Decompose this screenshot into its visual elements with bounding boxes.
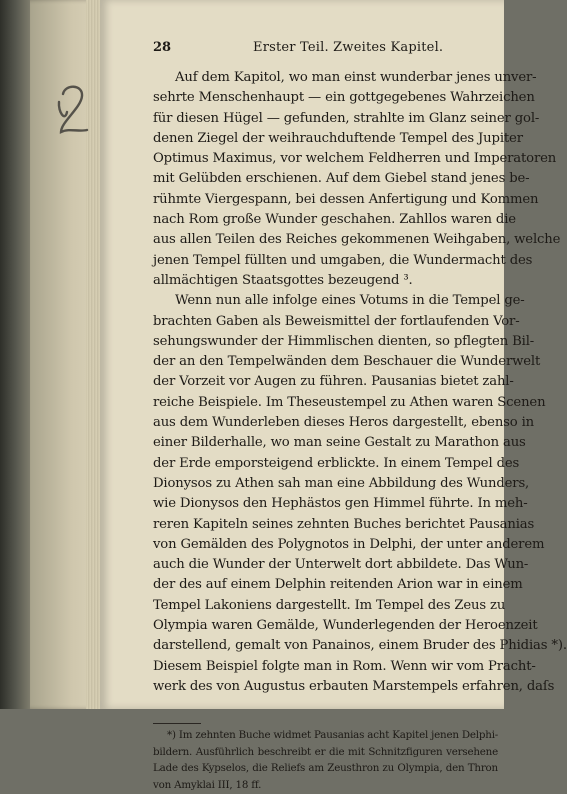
footnote-rule	[153, 723, 201, 724]
body-line: einer Bilderhalle, wo man seine Gestalt zu Marathon aus	[153, 435, 526, 451]
body-line: der Erde emporsteigend erblickte. In einem Tempel des	[153, 455, 520, 471]
page-header	[153, 40, 498, 62]
footnote	[153, 727, 498, 793]
body-line: auch die Wunder der Unterwelt dort abbildete. Das Wun-	[153, 557, 529, 573]
body-line: werk des von Augustus erbauten Marstempels erfahren, daſs	[153, 678, 555, 694]
body-line: von Gemälden des Polygnotos in Delphi, der unter anderem	[153, 536, 545, 552]
footnote-line: Lade des Kypselos, die Reliefs am Zeusthron zu Olympia, den Thron	[153, 762, 498, 775]
body-line: allmächtigen Staatsgottes bezeugend ³.	[153, 272, 413, 288]
body-line: der des auf einem Delphin reitenden Arion war in einem	[153, 577, 523, 593]
body-line: brachten Gaben als Beweismittel der fortlaufenden Vor-	[153, 313, 520, 329]
footnote-line: bildern. Ausführlich beschreibt er die mit Schnitzfiguren versehene	[153, 745, 498, 758]
body-line: der Vorzeit vor Augen zu führen. Pausanias bietet zahl-	[153, 374, 514, 390]
body-line: Olympia waren Gemälde, Wunderlegenden der Heroenzeit	[153, 618, 538, 634]
body-line: jenen Tempel füllten und umgaben, die Wundermacht des	[153, 252, 533, 268]
body-line: nach Rom große Wunder geschahen. Zahllos waren die	[153, 212, 516, 228]
footnote-line: *) Im zehnten Buche widmet Pausanias acht Kapitel jenen Delphi-	[167, 729, 499, 742]
pencil-margin-note	[55, 82, 91, 140]
body-line: darstellend, gemalt von Panainos, einem Bruder des Phidias *).	[153, 638, 567, 654]
body-line: sehungswunder der Himmlischen dienten, so pflegten Bil-	[153, 333, 535, 349]
footnote-line: von Amyklai III, 18 ff.	[153, 778, 262, 791]
body-line: sehrte Menschenhaupt — ein gottgegebenes Wahrzeichen	[153, 90, 535, 106]
body-line: aus dem Wunderleben dieses Heros dargestellt, ebenso in	[153, 415, 535, 431]
body-line: für diesen Hügel — gefunden, strahlte im Glanz seiner gol-	[153, 110, 540, 126]
body-line: Tempel Lakoniens dargestellt. Im Tempel des Zeus zu	[153, 597, 506, 613]
body-line: rühmte Viergespann, bei dessen Anfertigung und Kommen	[153, 191, 539, 207]
body-line: reren Kapiteln seines zehnten Buches berichtet Pausanias	[153, 516, 535, 532]
body-line: Optimus Maximus, vor welchem Feldherren und Imperatoren	[153, 151, 557, 167]
body-line: wie Dionysos den Hephästos gen Himmel führte. In meh-	[153, 496, 528, 512]
body-text	[153, 68, 567, 697]
page-content	[153, 40, 567, 794]
body-line: Wenn nun alle infolge eines Votums in die Tempel ge-	[175, 293, 525, 309]
body-line: Dionysos zu Athen sah man eine Abbildung des Wunders,	[153, 475, 530, 491]
body-line: Diesem Beispiel folgte man in Rom. Wenn wir vom Pracht-	[153, 658, 536, 674]
body-line: reiche Beispiele. Im Theseustempel zu Athen waren Scenen	[153, 394, 546, 410]
body-line: mit Gelübden erschienen. Auf dem Giebel stand jenes be-	[153, 171, 530, 187]
body-line: der an den Tempelwänden dem Beschauer die Wunderwelt	[153, 354, 541, 370]
body-line: Auf dem Kapitol, wo man einst wunderbar jenes unver-	[175, 70, 537, 85]
page-number: 28	[153, 40, 172, 55]
body-line: denen Ziegel der weihrauchduftende Tempel des Jupiter	[153, 130, 523, 146]
body-line: aus allen Teilen des Reiches gekommenen Weihgaben, welche	[153, 232, 561, 248]
running-head: Erster Teil. Zweites Kapitel.	[253, 40, 444, 55]
